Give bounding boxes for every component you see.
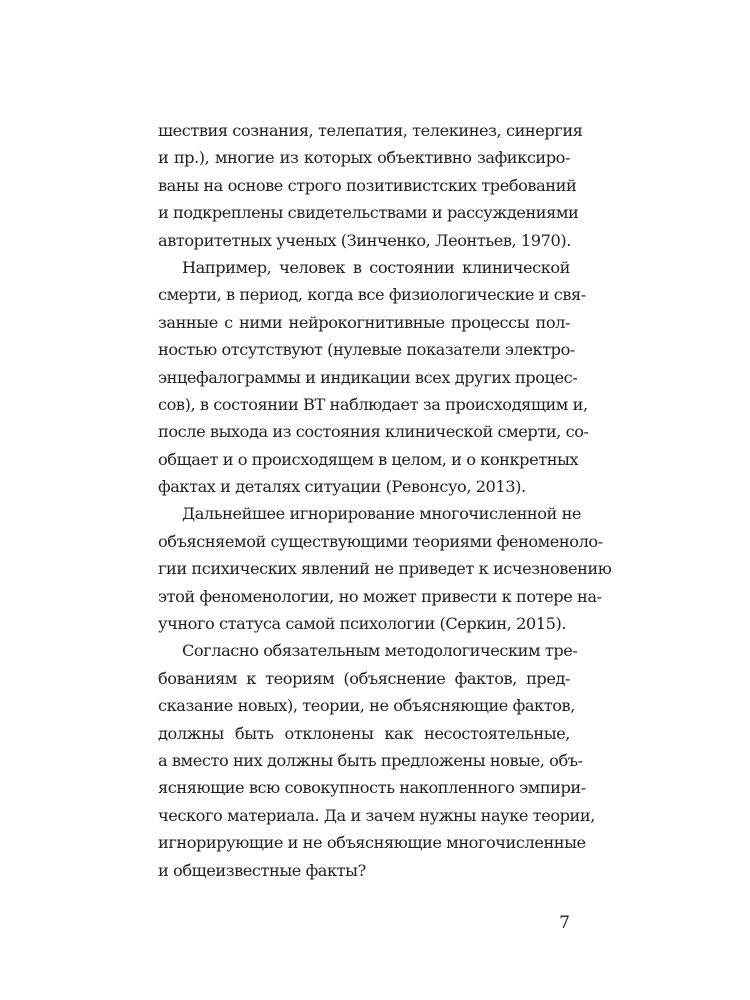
text-line: ваны на основе строго позитивистских требований [158, 175, 577, 195]
body-text [158, 117, 612, 884]
text-line: игнорирующие и не объясняющие многочисленные [158, 833, 586, 853]
text-line: а вместо них должны быть предложены новые, объ- [158, 750, 583, 770]
text-line: и пр.), многие из которых объективно зафиксиро- [158, 148, 570, 168]
text-line: энцефалограммы и индикации всех других процес- [158, 367, 578, 387]
text-line: должны быть отклонены как несостоятельные, [158, 723, 570, 743]
text-line: Согласно обязательным методологическим тре- [182, 641, 578, 661]
text-line: гии психических явлений не приведет к исчезновению [158, 559, 612, 579]
text-line: шествия сознания, телепатия, телекинез, синергия [158, 121, 583, 140]
paragraph-4 [158, 637, 595, 884]
text-line: сов), в состоянии ВТ наблюдает за происходящим и, [158, 394, 588, 414]
text-line: Например, человек в состоянии клинической [182, 257, 570, 277]
text-line: фактах и деталях ситуации (Ревонсуо, 2013). [158, 477, 526, 497]
text-line: смерти, в период, когда все физиологические и свя- [158, 285, 586, 305]
text-line: ческого материала. Да и зачем нужны науке теории, [158, 805, 595, 825]
text-line: и подкреплены свидетельствами и рассуждениями [158, 203, 579, 223]
text-line: ностью отсутствуют (нулевые показатели электро- [158, 340, 575, 360]
text-line: после выхода из состояния клинической смерти, со- [158, 422, 589, 442]
paragraph-1 [158, 117, 583, 254]
text-line: общает и о происходящем в целом, и о конкретных [158, 449, 579, 469]
text-line: Дальнейшее игнорирование многочисленной не [182, 504, 582, 524]
page-number: 7 [559, 913, 570, 933]
text-line: ясняющие всю совокупность накопленного эмпири- [158, 778, 586, 798]
text-line: этой феноменологии, но может привести к потере на- [158, 586, 602, 606]
text-line: авторитетных ученых (Зинченко, Леонтьев, 1970). [158, 230, 571, 250]
text-line: и общеизвестные факты? [158, 860, 366, 880]
text-line: объясняемой существующими теориями феноменоло- [158, 531, 603, 551]
text-line: бованиям к теориям (объяснение фактов, пред- [158, 668, 570, 688]
paragraph-2 [158, 254, 589, 501]
text-line: сказание новых), теории, не объясняющие фактов, [158, 696, 575, 716]
text-line: занные с ними нейрокогнитивные процессы пол- [158, 312, 570, 332]
text-line: учного статуса самой психологии (Серкин, 2015). [158, 614, 567, 634]
paragraph-3 [158, 500, 612, 637]
